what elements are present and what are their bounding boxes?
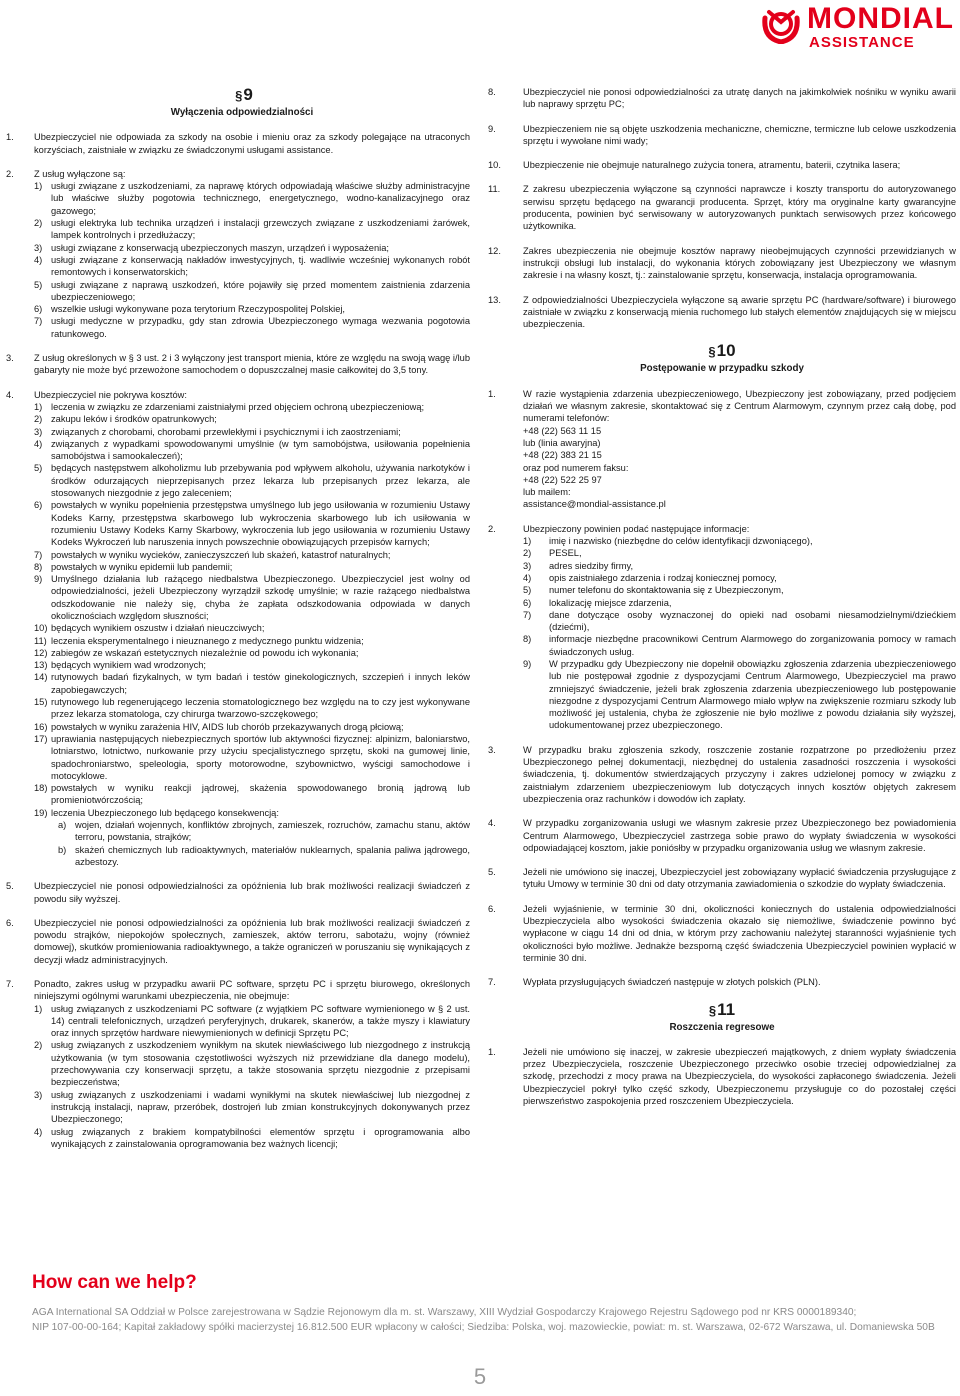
section-11-title: Roszczenia regresowe (669, 1021, 775, 1033)
s10-item-6: 6. Jeżeli wyjaśnienie, w terminie 30 dni, okoliczności koniecznych do ustalenia odpowiedzialności Ubezpieczyciela albo wysokości świadczenia okazało się niemożliwe, świadczenie powinno być wypłacone w ciągu 14 dni od dnia, w którym przy zachowaniu należytej staranności wyjaśnienie tych okoliczności było możliwe. Jednakże bezsporną część świadczenia Ubezpieczyciel powinien wypłacić w terminie 30 dni. (488, 903, 956, 963)
list-item: 2) zakupu leków i środków opatrunkowych; (34, 414, 217, 425)
footer-line: AGA International SA Oddział w Polsce zarejestrowana w Sądzie Rejonowym dla m. st. Warszawy, XIII Wydział Gospodarczy Krajowego Rejestru Sądowego pod nr KRS 0000189340; (32, 1307, 857, 1318)
list-item: 11) leczenia eksperymentalnego i nieuznanego z medycznego punktu widzenia; (34, 635, 364, 646)
list-item: 13) będących wynikiem wad wrodzonych; (34, 660, 207, 671)
list-item: 8) powstałych w wyniku epidemii lub pandemii; (34, 561, 233, 572)
brand-sub: ASSISTANCE (809, 34, 915, 51)
s9-item-1: 1. Ubezpieczyciel nie odpowiada za szkody na osobie i mieniu oraz za szkody polegające na utraconych korzyściach, zaistniałe w związku ze świadczonymi usługami assistance. (6, 132, 470, 155)
section-11-number: §11 (708, 999, 736, 1019)
s10-item-7: 7. Wypłata przysługujących świadczeń następuje w złotych polskich (PLN). (488, 977, 821, 988)
list-item: 8) informacje niezbędne pracownikowi Centrum Alarmowego do zorganizowania pomocy w ramach świadczonych usług. (523, 634, 956, 657)
s9-item-6: 6. Ubezpieczyciel nie ponosi odpowiedzialności za opóźnienia lub brak możliwości realizacji świadczeń z powodu strajków, niepokojów społecznych, zamieszek, aktów terroru, sabotażu, wojny (również domowej), skutków promieniowania radioaktywnego, a także ograniczeń w poruszaniu się wynikających z decyzji władz administracyjnych. (6, 917, 470, 965)
contact-line: lub mailem: (523, 487, 571, 498)
list-item: 7) dane dotyczące osoby wyznaczonej do opieki nad osobami niesamodzielnymi/dziećkiem (dziećmi), (523, 609, 956, 633)
s9-item-9: 9. Ubezpieczeniem nie są objęte uszkodzenia mechaniczne, chemiczne, termiczne lub celowe uszkodzenia sprzętu i wywołane nimi wady; (488, 123, 956, 146)
page-number: 5 (473, 1364, 487, 1389)
phone-number: +48 (22) 383 21 15 (523, 450, 602, 461)
list-item: 5) będących następstwem alkoholizmu lub przebywania pod wpływem alkoholu, używania narkotyków i środków odurzających nieprzepisanych przez lekarza lub przepisanych przez lekarza, ale stosowanych niezgodnie z jego zaleceniem; (34, 463, 470, 499)
fax-number: +48 (22) 522 25 97 (523, 474, 602, 485)
s11-item-1: 1. Jeżeli nie umówiono się inaczej, w zakresie ubezpieczeń majątkowych, z dniem wypłaty świadczenia przez Ubezpieczyciela, roszczenie Ubezpieczonego przeciwko osobie trzeciej odpowiedzialnej za szkodę, przechodzi z mocy prawa na Ubezpieczyciela, do wysokości zapłaconego świadczenia. Jeżeli Ubezpieczyciel pokrył tylko część szkody, Ubezpieczonemu przysługuje co do pozostałej części pierwszeństwo zaspokojenia przed roszczeniem Ubezpieczyciela. (488, 1046, 956, 1106)
list-item: 6) wszelkie usługi wykonywane poza terytorium Rzeczypospolitej Polskiej, (34, 304, 346, 315)
list-item: 9) W przypadku gdy Ubezpieczony nie dopełnił obowiązku zgłoszenia zdarzenia ubezpieczeniowego lub nie postępował zgodnie z dyspozycjami Centrum Alarmowego, Ubezpieczyciel ma prawo zmniejszyć świadczenie, jeżeli brak zgłoszenia zdarzenia ubezpieczeniowego lub postępowanie niezgodne z dyspozycjami Centrum Alarmowego miało wpływ na zwiększenie rozmiaru szkody lub możliwość jej ustalenia, chyba że zgłoszenie nie było możliwe z powodu działania siły wyższej, udokumentowanej przez ubezpieczonego. (523, 658, 956, 731)
help-heading: How can we help? (32, 1272, 197, 1293)
list-item: 9) Umyślnego działania lub rażącego niedbalstwa Ubezpieczonego. Ubezpieczyciel jest wolny od odpowiedzialności, jeżeli Ubezpieczony wyrządził szkodę umyślnie; w razie rażącego niedbalstwa odszkodowanie nie należy się, chyba że zapłata odszkodowania odpowiada w danych okolicznościach względom słuszności; (34, 574, 470, 621)
section-9-number: §9 (235, 85, 253, 104)
list-item: 10) będących wynikiem oszustw i działań nieuczciwych; (34, 623, 265, 634)
list-item: 2) PESEL, (523, 548, 582, 559)
list-item: 12) zabiegów ze wskazań estetycznych niezależnie od powodu ich wykonania; (34, 647, 359, 658)
list-item: 5) numer telefonu do skontaktowania się z Ubezpieczonym, (523, 585, 784, 596)
list-item: 2) usług związanych z uszkodzeniem wynikłym na skutek niewłaściwego lub niezgodnego z instrukcją użytkowania (w tym stosowania częstotliwości wyższych niż przewidziane dla danego modelu), przechowywania czy konserwacji sprzętu, a także stosowania sprzętu niezgodnie z przepisami bezpieczeństwa; (34, 1040, 470, 1088)
list-item: 7) usługi medyczne w przypadku, gdy stan zdrowia Ubezpieczonego wymaga wezwania pogotowia ratunkowego. (34, 316, 470, 339)
legal-footer (32, 1306, 935, 1335)
list-item: 14) rutynowych badań fizykalnych, w tym badań i testów ginekologicznych, szczepień i innych leków zapobiegawczych; (34, 672, 470, 695)
list-item: 3) usługi związane z konserwacją ubezpieczonych maszyn, urządzeń i wyposażenia; (34, 242, 389, 253)
list-item: 6) powstałych w wyniku popełnienia przestępstwa umyślnego lub jego usiłowania w rozumieniu Ustawy Kodeks Karny, przestępstwa skarbowego lub wykroczenia skarbowego lub ich usiłowania w rozumieniu Ustawy Kodeks Karny Skarbowy, wykroczenia lub jego usiłowania w rozumieniu Ustawy Kodeks Wykroczeń lub naruszenia innych powszechnie obowiązujących przepisów karnych; (34, 500, 470, 548)
list-item: 3) usług związanych z uszkodzeniami i wadami wynikłymi na skutek niewłaściwej lub niezgodnej z instrukcją instalacji, napraw, przeróbek, dostrojeń lub zmian konstrukcyjnych dokonywanych przez Ubezpieczonego; (34, 1089, 470, 1125)
s9-item-12: 12. Zakres ubezpieczenia nie obejmuje kosztów naprawy nieobejmujących czynności przewidzianych w instrukcji obsługi lub instalacji, do wykonania których zobowiązany jest Ubezpieczony we własnym zakresie i na własny koszt, tj.: zainstalowanie sprzętu, konserwacja, instalacja oprogramowania. (488, 245, 956, 281)
list-item: 1) imię i nazwisko (niezbędne do celów identyfikacji dzwoniącego), (523, 536, 813, 547)
list-item: 16) powstałych w wyniku zarażenia HIV, AIDS lub chorób przekazywanych drogą płciową; (34, 721, 404, 732)
s9-item-11: 11. Z zakresu ubezpieczenia wyłączone są czynności naprawcze i koszty transportu do autoryzowanego serwisu sprzętu będącego na gwarancji producenta. Sprzęt, który ma oryginalne karty gwarancyjne producenta, powinien być serwisowany w autoryzowanych punktach serwisowych przez końcowego użytkownika. (488, 184, 956, 232)
right-column (488, 86, 956, 1119)
list-item: 1) usługi związane z uszkodzeniami, za naprawę których odpowiadają właściwe służby administracyjne lub właściwe służby pogotowia technicznego, energetycznego, wodno-kanalizacyjnego oraz gazowego; (34, 181, 470, 216)
section-9-title: Wyłączenia odpowiedzialności (170, 107, 314, 118)
list-item: 4) usługi związane z konserwacją nakładów inwestycyjnych, tj. wadliwie wcześniej wykonanych robót remontowych i konserwatorskich; (34, 254, 470, 278)
s9-item-5: 5. Ubezpieczyciel nie ponosi odpowiedzialności za opóźnienia lub brak możliwości realizacji świadczeń z powodu siły wyższej. (6, 881, 470, 904)
email-address: assistance@mondial-assistance.pl (523, 499, 666, 510)
list-item: 4) opis zaistniałego zdarzenia i rodzaj koniecznej pomocy, (523, 572, 777, 583)
footer-line: NIP 107-00-00-164; Kapitał zakładowy spółki macierzystej 16.812.500 EUR wpłacony w całości; Siedziba: Polska, woj. mazowieckie, powiat: m. st. Warszawa, 02-672 Warszawa, ul. Domaniewska 50B (32, 1321, 935, 1333)
contact-line: lub (linia awaryjna) (523, 437, 601, 448)
section-10-title: Postępowanie w przypadku szkody (640, 363, 804, 375)
s10-item-2: 2. Ubezpieczony powinien podać następujące informacje: 1) imię i nazwisko (niezbędne do celów identyfikacji dzwoniącego), 2) PESEL, 3) adres siedziby firmy, 4) opis zaistniałego zdarzenia i rodzaj koniecznej pomocy, 5) numer telefonu do skontaktowania się z Ubezpieczonym, 6) lokalizację miejsce zdarzenia, 7) dane dotyczące osoby wyznaczonej do opieki nad osobami niesamodzielnymi/dziećkiem (dziećmi), 8) informacje niezbędne pracownikowi Centrum Alarmowego do zorganizowania pomocy w ramach świadczonych usług. 9) W przypadku gdy Ubezpieczony nie dopełnił obowiązku zgłoszenia zdarzenia ubezpieczeniowego lub nie postępował zgodnie z dyspozycjami Centrum Alarmowego, Ubezpieczyciel ma prawo zmniejszyć świadczenie, jeżeli brak zgłoszenia zdarzenia ubezpieczeniowego lub postępowanie niezgodne z dyspozycjami Centrum Alarmowego miało wpływ na zwiększenie rozmiaru szkody lub możliwość jej ustalenia, chyba że zgłoszenie nie było możliwe z powodu działania siły wyższej, udokumentowanej przez ubezpieczonego. (488, 523, 956, 731)
s9-item-13: 13. Z odpowiedzialności Ubezpieczyciela wyłączone są awarie sprzętu PC (hardware/software) i biurowego zaistniałe w związku z konserwacją mienia ruchomego lub stałych elementów znajdujących się w miejscu ubezpieczenia. (488, 294, 956, 330)
list-item: 6) lokalizację miejsce zdarzenia, (523, 597, 672, 608)
mondial-assistance-logo (759, 4, 954, 50)
list-item: b) skażeń chemicznych lub radioaktywnych, materiałów nuklearnych, spalania paliwa jądrowego, azbestozy. (58, 844, 470, 867)
s9-item-7: 7. Ponadto, zakres usług w przypadku awarii PC software, sprzętu PC i sprzętu biurowego, określonych niniejszymi ogólnymi warunkami ubezpieczenia, nie obejmuje: 1) usług związanych z uszkodzeniami PC software (z wyjątkiem PC software wymienionego w § 2 ust. 14) centrali telefonicznych, urządzeń peryferyjnych, drukarek, skanerów, a także myszy i klawiatury oraz innych sprzętów hardware niewymienionych w definicji Sprzętu PC; 2) usług związanych z uszkodzeniem wynikłym na skutek niewłaściwego lub niezgodnego z instrukcją użytkowania (w tym stosowania częstotliwości wyższych niż przewidziane dla danego modelu), przechowywania czy konserwacji sprzętu, a także stosowania sprzętu niezgodnie z przepisami bezpieczeństwa; 3) usług związanych z uszkodzeniami i wadami wynikłymi na skutek niewłaściwej lub niezgodnej z instrukcją instalacji, napraw, przeróbek, dostrojeń lub zmian konstrukcyjnych dokonywanych przez Ubezpieczonego; 4) usług związanych z brakiem kompatybilności elementów sprzętu i oprogramowania albo wynikających z zainstalowania oprogramowania bez ważnych licencji; (6, 979, 470, 1149)
s9-item-2: 2. Z usług wyłączone są: 1) usługi związane z uszkodzeniami, za naprawę których odpowiadają właściwe służby administracyjne lub właściwe służby pogotowia technicznego, energetycznego, wodno-kanalizacyjnego oraz gazowego; 2) usługi elektryka lub technika urządzeń i instalacji grzewczych związane z uszkodzeniami żarówek, lampek kontrolnych i przedłużaczy; 3) usługi związane z konserwacją ubezpieczonych maszyn, urządzeń i wyposażenia; 4) usługi związane z konserwacją nakładów inwestycyjnych, tj. wadliwie wcześniej wykonanych robót remontowych i konserwatorskich; 5) usługi związane z naprawą uszkodzeń, które pojawiły się przed momentem zaistnienia zdarzenia ubezpieczeniowego; 6) wszelkie usługi wykonywane poza terytorium Rzeczypospolitej Polskiej, 7) usługi medyczne w przypadku, gdy stan zdrowia Ubezpieczonego wymaga wezwania pogotowia ratunkowego. (6, 168, 470, 339)
s9-item-4: 4. Ubezpieczyciel nie pokrywa kosztów: 1) leczenia w związku ze zdarzeniami zaistniałymi przed objęciem ochroną ubezpieczeniową; 2) zakupu leków i środków opatrunkowych; 3) związanych z chorobami, chorobami przewlekłymi i psychicznymi i ich zaostrzeniami; 4) związanych z wypadkami spowodowanymi umyślnie (w tym samobójstwa, usiłowania popełnienia samobójstwa i samookaleczeń); 5) będących następstwem alkoholizmu lub przebywania pod wpływem alkoholu, używania narkotyków i środków odurzających nieprzepisanych przez lekarza lub przepisanych przez lekarza, ale stosowanych niezgodnie z jego zaleceniem; 6) powstałych w wyniku popełnienia przestępstwa umyślnego lub jego usiłowania w rozumieniu Ustawy Kodeks Karny, przestępstwa skarbowego lub wykroczenia skarbowego lub ich usiłowania w rozumieniu Ustawy Kodeks Karny Skarbowy, wykroczenia lub jego usiłowania w rozumieniu Ustawy Kodeks Wykroczeń lub naruszenia innych powszechnie obowiązujących przepisów karnych; 7) powstałych w wyniku wycieków, zanieczyszczeń lub skażeń, katastrof naturalnych; 8) powstałych w wyniku epidemii lub pandemii; 9) Umyślnego działania lub rażącego niedbalstwa Ubezpieczonego. Ubezpieczyciel jest wolny od odpowiedzialności, jeżeli Ubezpieczony wyrządził szkodę umyślnie; w razie rażącego niedbalstwa odszkodowanie nie należy się, chyba że zapłata odszkodowania odpowiada w danych okolicznościach względom słuszności; 10) będących wynikiem oszustw i działań nieuczciwych; 11) leczenia eksperymentalnego i nieuznanego z medycznego punktu widzenia; 12) zabiegów ze wskazań estetycznych niezależnie od powodu ich wykonania; 13) będących wynikiem wad wrodzonych; 14) rutynowych badań fizykalnych, w tym badań i testów ginekologicznych, szczepień i innych leków zapobiegawczych; 15) rutynowego lub regenerującego leczenia stomatologicznego bez względu na to czy jest wykonywane przez lekarza stomatologa, czy chirurga twarzowo-szczękowego; 16) powstałych w wyniku zarażenia HIV, AIDS lub chorób przekazywanych drogą płciową; 17) uprawiania następujących niebezpiecznych sportów lub aktywności fizycznej: alpinizm, baloniarstwo, lotniarstwo, lotnictwo, nurkowanie przy użyciu specjalistycznego sprzętu, skoki na gumowej linie, spadochroniarstwo, speleologia, sporty motorowodne, szybownictwo, wyścigi samochodowe i motocyklowe. 18) powstałych w wyniku reakcji jądrowej, skażenia spowodowanego bronią jądrową lub promieniotwórczością; 19) leczenia Ubezpieczonego lub będącego konsekwencją: a) wojen, działań wojennych, konfliktów zbrojnych, zamieszek, rozruchów, zamachu stanu, aktów terroru, powstania, strajków; b) skażeń chemicznych lub radioaktywnych, materiałów nuklearnych, spalania paliwa jądrowego, azbestozy. (6, 389, 470, 867)
mondial-logo-icon (759, 4, 803, 44)
list-item: 3) związanych z chorobami, chorobami przewlekłymi i psychicznymi i ich zaostrzeniami; (34, 426, 401, 437)
list-item: 17) uprawiania następujących niebezpiecznych sportów lub aktywności fizycznej: alpinizm, baloniarstwo, lotniarstwo, lotnictwo, nurkowanie przy użyciu specjalistycznego sprzętu, skoki na gumowej linie, spadochroniarstwo, speleologia, sporty motorowodne, szybownictwo, wyścigi samochodowe i motocyklowe. (34, 733, 470, 781)
s10-item-5: 5. Jeżeli nie umówiono się inaczej, Ubezpieczyciel jest zobowiązany wypłacić świadczenia przysługujące z tytułu Umowy w terminie 30 dni od daty otrzymania zawiadomienia o szkodzie do wypłaty świadczenia. (488, 867, 956, 890)
s9-item-8: 8. Ubezpieczyciel nie ponosi odpowiedzialności za utratę danych na jakimkolwiek nośniku w wyniku awarii lub naprawy sprzętu PC; (488, 87, 956, 110)
s9-item-10: 10. Ubezpieczenie nie obejmuje naturalnego zużycia tonera, atramentu, baterii, czytnika lasera; (488, 160, 901, 171)
brand-name: MONDIAL (807, 2, 954, 35)
list-item: 15) rutynowego lub regenerującego leczenia stomatologicznego bez względu na to czy jest wykonywane przez lekarza stomatologa, czy chirurga twarzowo-szczękowego; (34, 697, 470, 720)
s9-item-3: 3. Z usług określonych w § 3 ust. 2 i 3 wyłączony jest transport mienia, które ze względu na swoją wagę i/lub gabaryty nie może być przewożone samochodem o dopuszczalnej masie całkowitej do 3,5 tony. (6, 353, 470, 376)
list-item: 7) powstałych w wyniku wycieków, zanieczyszczeń lub skażeń, katastrof naturalnych; (34, 549, 391, 560)
phone-number: +48 (22) 563 11 15 (523, 425, 602, 436)
list-item: 1) leczenia w związku ze zdarzeniami zaistniałymi przed objęciem ochroną ubezpieczeniową; (34, 401, 425, 412)
list-item: 18) powstałych w wyniku reakcji jądrowej, skażenia spowodowanego bronią jądrową lub promieniotwórczością; (34, 783, 470, 806)
s10-item-1: 1. W razie wystąpienia zdarzenia ubezpieczeniowego, Ubezpieczony jest zobowiązany, przed podjęciem działań we własnym zakresie, skontaktować się z Centrum Alarmowym, czynnym przez całą dobę, pod numerami telefonów: +48 (22) 563 11 15 lub (linia awaryjna) +48 (22) 383 21 15 oraz pod numerem faksu: +48 (22) 522 25 97 lub mailem: assistance@mondial-assistance.pl (488, 388, 956, 510)
list-item: 3) adres siedziby firmy, (523, 560, 634, 571)
list-item: 2) usługi elektryka lub technika urządzeń i instalacji grzewczych związane z uszkodzeniami żarówek, lampek kontrolnych i przedłużaczy; (34, 218, 470, 241)
list-item: 19) leczenia Ubezpieczonego lub będącego konsekwencją: (34, 807, 279, 818)
list-item: a) wojen, działań wojennych, konfliktów zbrojnych, zamieszek, rozruchów, zamachu stanu, aktów terroru, powstania, strajków; (58, 820, 470, 843)
s10-item-4: 4. W przypadku zorganizowania usługi we własnym zakresie przez Ubezpieczonego bez powiadomienia Centrum Alarmowego, Ubezpieczyciel zastrzega sobie prawo do wypłaty świadczenia w wysokości odpowiadającej kosztom, jakie poniósłby w przypadku organizowania usług we własnym zakresie. (488, 818, 956, 853)
s10-item-3: 3. W przypadku braku zgłoszenia szkody, roszczenie zostanie rozpatrzone po przedłożeniu przez Ubezpieczonego pełnej dokumentacji, niezbędnej do ustalenia zasadności roszczenia i wysokości świadczenia, tj. dokumentów stwierdzających przyczyny i zakres udzielonej pomocy w związku z zaistniałym zdarzeniem ubezpieczeniowym lub dotyczących innych kosztów objętych zakresem ubezpieczenia oraz rachunków i dowodów ich zapłaty. (488, 744, 956, 804)
list-item: 1) usług związanych z uszkodzeniami PC software (z wyjątkiem PC software wymienionego w § 2 ust. 14) centrali telefonicznych, urządzeń peryferyjnych, drukarek, skanerów, a także myszy i klawiatury oraz innych sprzętów hardware niewymienionych w definicji Sprzętu PC; (34, 1003, 470, 1039)
list-item: 4) związanych z wypadkami spowodowanymi umyślnie (w tym samobójstwa, usiłowania popełnienia samobójstwa i samookaleczeń); (34, 438, 470, 462)
section-10-number: §10 (708, 341, 736, 361)
contact-line: oraz pod numerem faksu: (523, 462, 629, 473)
left-column (6, 86, 470, 1162)
list-item: 5) usługi związane z naprawą uszkodzeń, które pojawiły się przed momentem zaistnienia zdarzenia ubezpieczeniowego; (34, 279, 470, 302)
list-item: 4) usług związanych z brakiem kompatybilności elementów sprzętu i oprogramowania albo wynikających z zainstalowania oprogramowania bez ważnych licencji; (34, 1126, 470, 1149)
